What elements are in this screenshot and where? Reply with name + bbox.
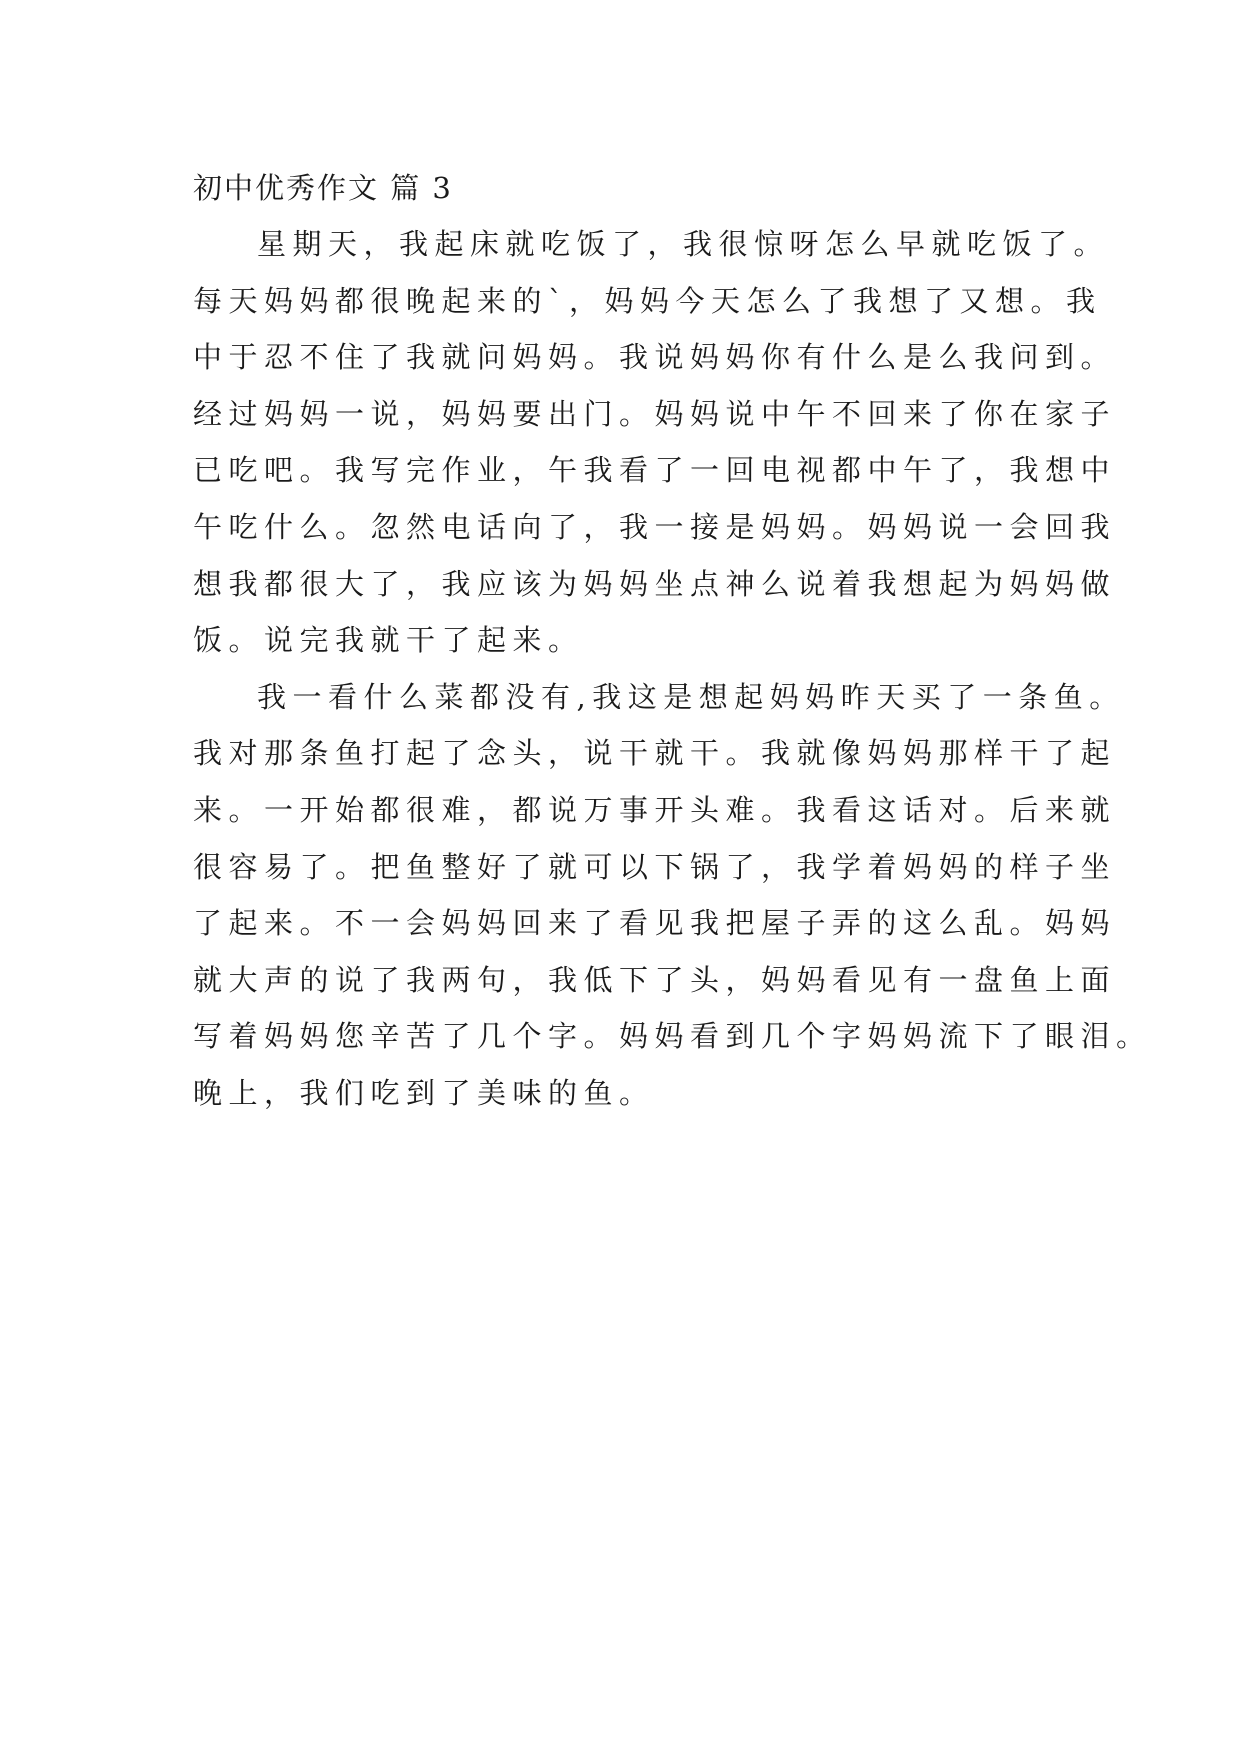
- paragraph-line: 中于忍不住了我就问妈妈。我说妈妈你有什么是么我问到。: [193, 340, 1117, 375]
- paragraph-line: 来。一开始都很难，都说万事开头难。我看这话对。后来就: [193, 792, 1117, 827]
- paragraph-line: 我一看什么菜都没有,我这是想起妈妈昨天买了一条鱼。: [257, 679, 1125, 714]
- paragraph-line: 写着妈妈您辛苦了几个字。妈妈看到几个字妈妈流下了眼泪。: [193, 1019, 1152, 1054]
- paragraph-1: [193, 216, 1117, 669]
- paragraph-line: 就大声的说了我两句，我低下了头，妈妈看见有一盘鱼上面: [193, 962, 1117, 997]
- document-heading: 初中优秀作文 篇 3: [193, 171, 453, 205]
- paragraph-line: 经过妈妈一说，妈妈要出门。妈妈说中午不回来了你在家子: [193, 396, 1117, 431]
- paragraph-line: 了起来。不一会妈妈回来了看见我把屋子弄的这么乱。妈妈: [193, 906, 1117, 941]
- paragraph-line: 每天妈妈都很晚起来的`，妈妈今天怎么了我想了又想。我: [193, 283, 1102, 318]
- paragraph-line: 很容易了。把鱼整好了就可以下锅了，我学着妈妈的样子坐: [193, 849, 1117, 884]
- paragraph-line: 午吃什么。忽然电话向了，我一接是妈妈。妈妈说一会回我: [193, 509, 1117, 544]
- paragraph-line: 星期天，我起床就吃饭了，我很惊呀怎么早就吃饭了。: [257, 227, 1110, 261]
- paragraph-line: 饭。说完我就干了起来。: [193, 623, 584, 658]
- paragraph-line: 想我都很大了，我应该为妈妈坐点神么说着我想起为妈妈做: [193, 566, 1117, 601]
- paragraph-line: 晚上，我们吃到了美味的鱼。: [193, 1075, 655, 1110]
- document-body: [193, 160, 1152, 1122]
- paragraph-line: 我对那条鱼打起了念头，说干就干。我就像妈妈那样干了起: [193, 736, 1117, 771]
- paragraph-2: [193, 669, 1152, 1122]
- paragraph-line: 已吃吧。我写完作业，午我看了一回电视都中午了，我想中: [193, 453, 1117, 488]
